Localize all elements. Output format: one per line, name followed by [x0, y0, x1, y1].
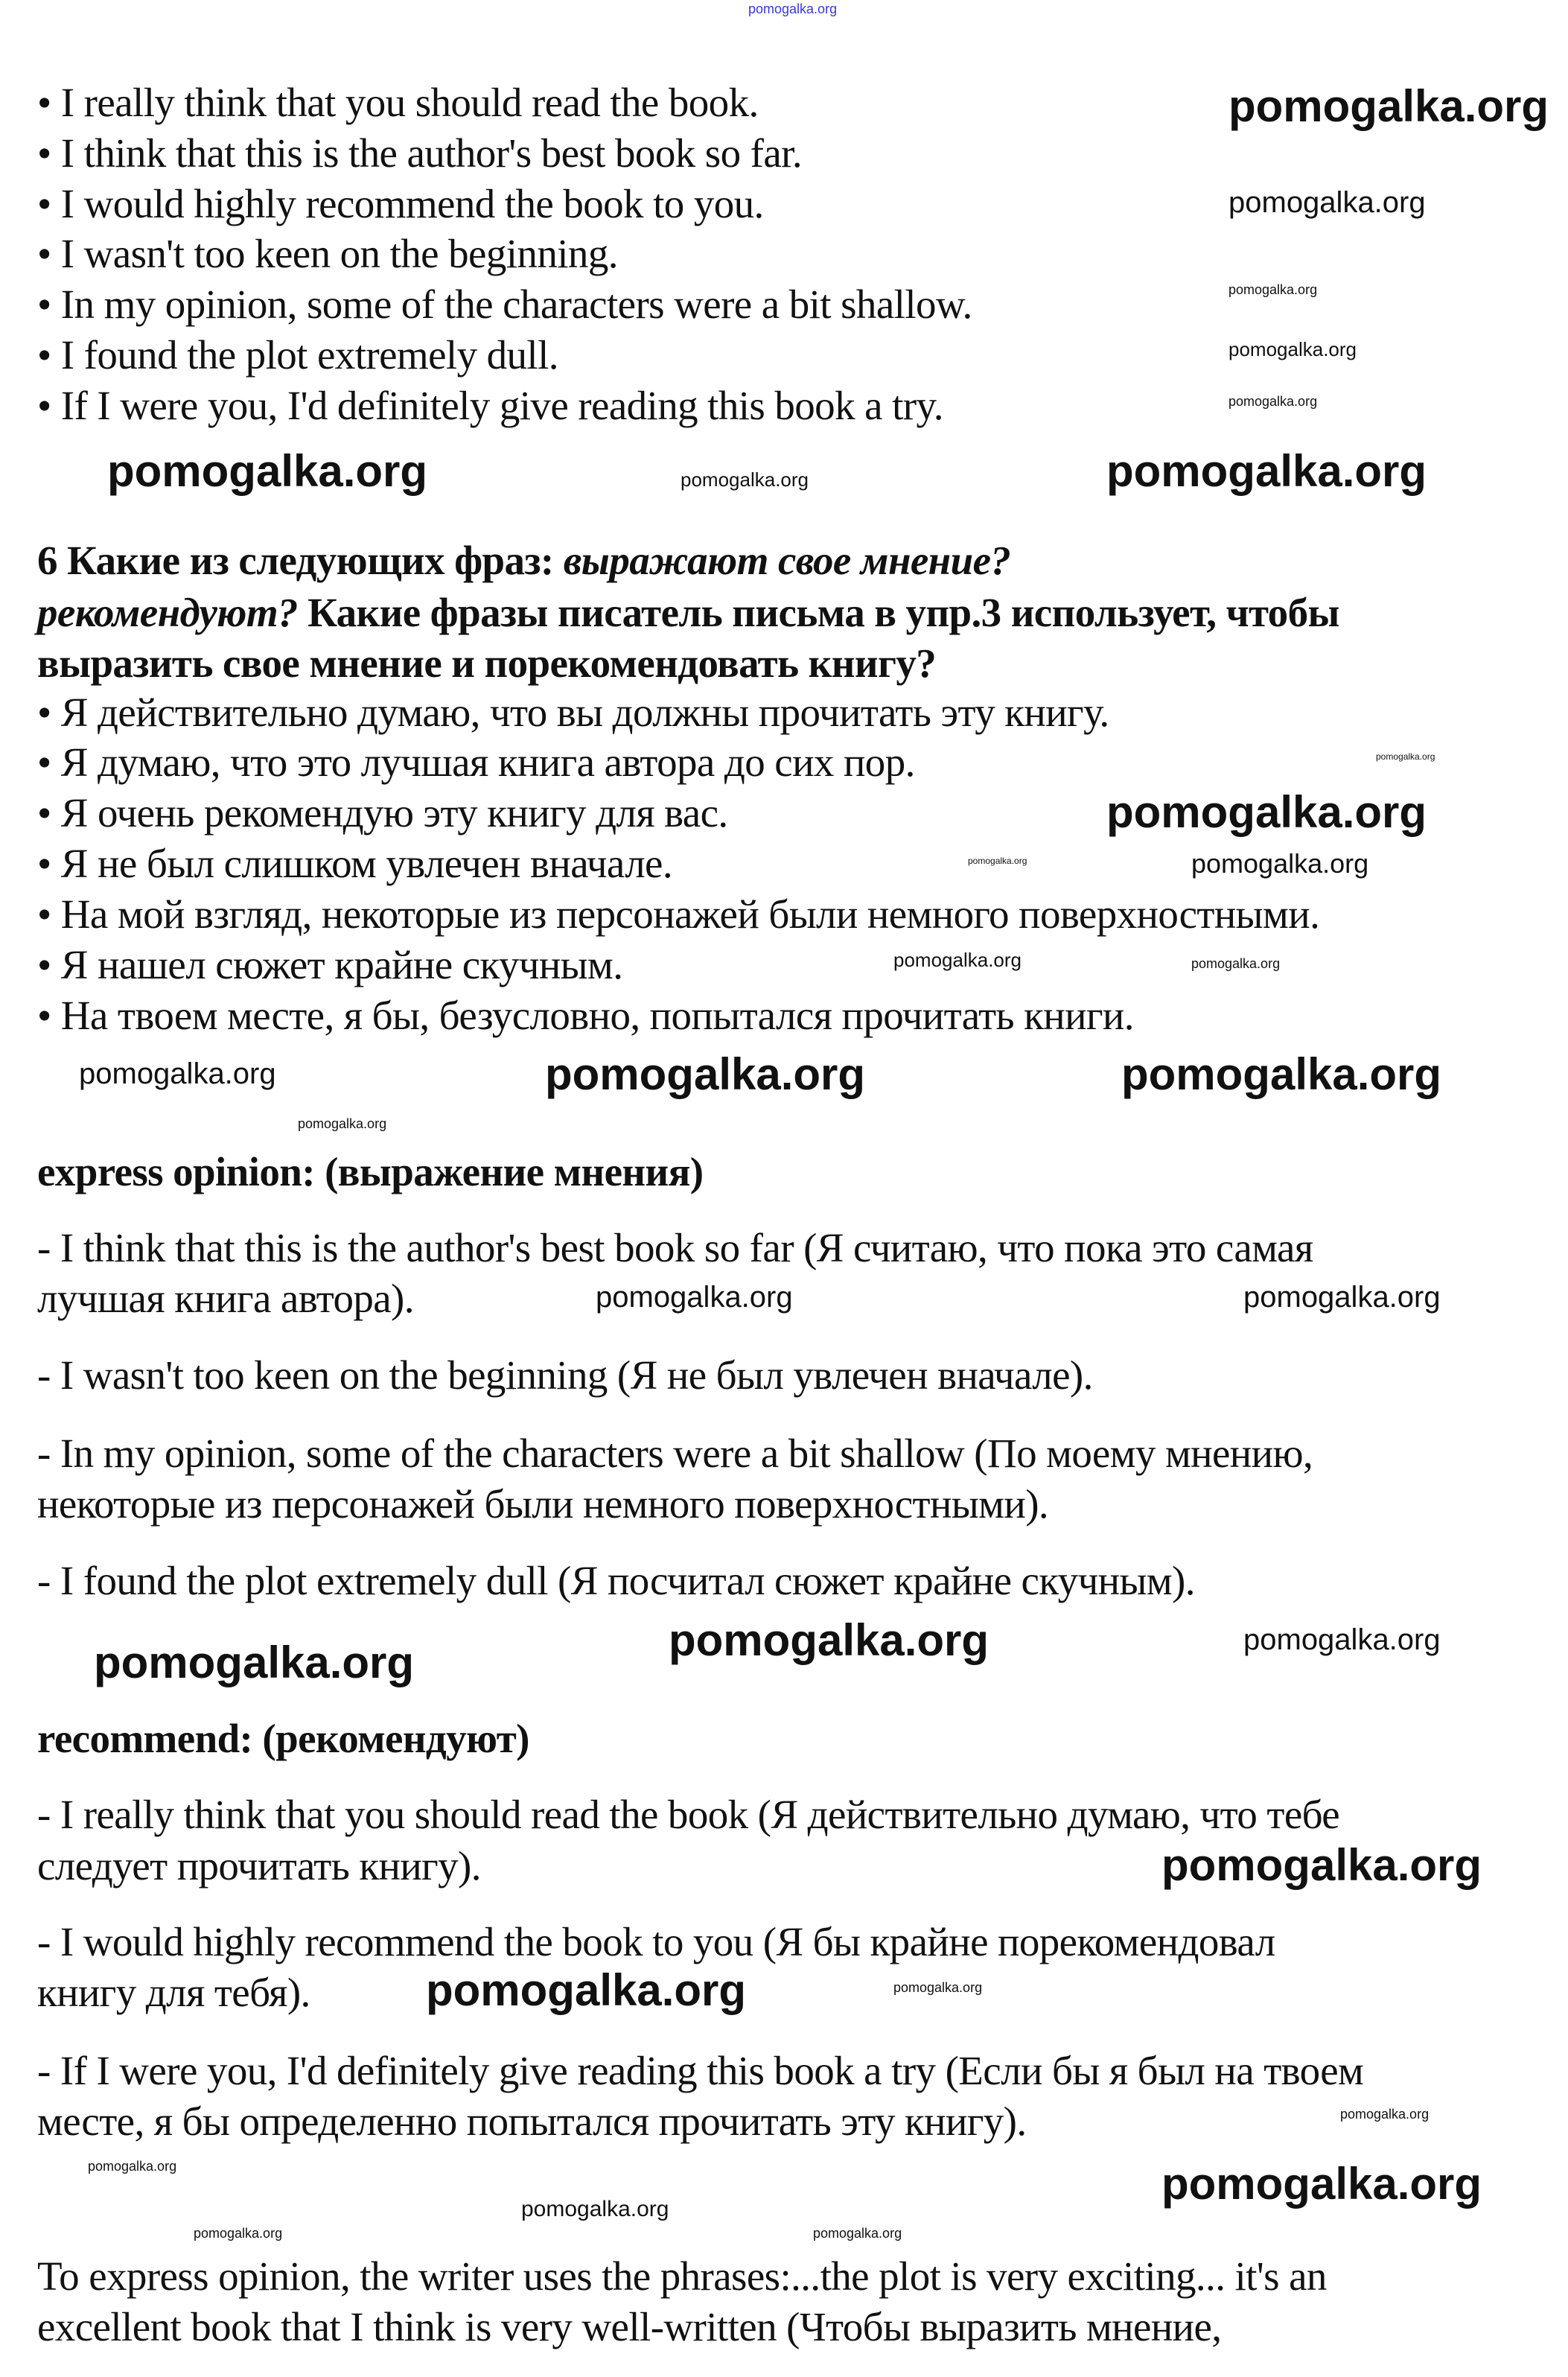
task-text: Какие фразы писатель письма в упр.3 использует, чтобы [297, 590, 1339, 635]
watermark: pomogalka.org [968, 856, 1027, 866]
list-item: • Я очень рекомендую эту книгу для вас. [37, 790, 728, 836]
watermark: pomogalka.org [893, 949, 1022, 971]
watermark: pomogalka.org [1191, 956, 1281, 971]
paragraph-line: excellent book that I think is very well-written (Чтобы выразить мнение, [37, 2304, 1222, 2349]
paragraph-line: - In my opinion, some of the characters were a bit shallow (По моему мнению, [37, 1431, 1313, 1476]
list-item: • Я думаю, что это лучшая книга автора до сих пор. [37, 739, 915, 785]
list-item: • I found the plot extremely dull. [37, 332, 558, 378]
watermark: pomogalka.org [1228, 282, 1318, 297]
paragraph-line: - I found the plot extremely dull (Я посчитал сюжет крайне скучным). [37, 1558, 1195, 1603]
list-item: • I would highly recommend the book to you. [37, 181, 764, 226]
paragraph-line: месте, я бы определенно попытался прочитать эту книгу). [37, 2098, 1027, 2144]
paragraph-line: - I would highly recommend the book to you (Я бы крайне порекомендовал [37, 1919, 1275, 1964]
task-text-italic: рекомендуют? [37, 590, 298, 635]
watermark: pomogalka.org [1161, 2159, 1482, 2209]
watermark: pomogalka.org [1228, 394, 1318, 409]
paragraph-line: книгу для тебя). [37, 1970, 310, 2015]
watermark: pomogalka.org [1106, 787, 1427, 837]
list-item: • I wasn't too keen on the beginning. [37, 231, 618, 276]
watermark: pomogalka.org [1243, 1281, 1441, 1314]
list-item: • In my opinion, some of the characters were a bit shallow. [37, 281, 972, 327]
express-heading: express opinion: (выражение мнения) [37, 1149, 704, 1194]
watermark: pomogalka.org [893, 1980, 983, 1995]
paragraph-line: - I really think that you should read the book (Я действительно думаю, что тебе [37, 1792, 1340, 1837]
paragraph-line: - If I were you, I'd definitely give reading this book a try (Если бы я был на твоем [37, 2048, 1364, 2093]
watermark: pomogalka.org [94, 1638, 415, 1687]
list-item: • На мой взгляд, некоторые из персонажей были немного поверхностными. [37, 891, 1320, 937]
paragraph-line: To express opinion, the writer uses the phrases:...the plot is very exciting... it's an [37, 2253, 1327, 2299]
paragraph-line: - I wasn't too keen on the beginning (Я не был увлечен вначале). [37, 1352, 1093, 1398]
watermark: pomogalka.org [88, 2159, 177, 2174]
watermark: pomogalka.org [1228, 186, 1426, 219]
watermark: pomogalka.org [545, 1049, 866, 1099]
watermark: pomogalka.org [1228, 81, 1549, 131]
watermark: pomogalka.org [1121, 1049, 1442, 1099]
list-item: • Я не был слишком увлечен вначале. [37, 841, 673, 886]
watermark: pomogalka.org [1106, 446, 1427, 496]
watermark: pomogalka.org [1376, 751, 1435, 762]
list-item: • If I were you, I'd definitely give reading this book a try. [37, 383, 943, 428]
task-text-italic: выражают свое мнение? [563, 538, 1011, 583]
watermark: pomogalka.org [1340, 2107, 1430, 2122]
task-heading-line-3: выразить свое мнение и порекомендовать книгу? [37, 640, 937, 686]
paragraph-line: лучшая книга автора). [37, 1276, 414, 1321]
watermark: pomogalka.org [1161, 1840, 1482, 1890]
list-item: • Я действительно думаю, что вы должны прочитать эту книгу. [37, 690, 1109, 735]
top-watermark: pomogalka.org [748, 1, 838, 16]
watermark: pomogalka.org [1191, 848, 1369, 879]
watermark: pomogalka.org [813, 2226, 902, 2241]
task-text: 6 Какие из следующих фраз: [37, 538, 564, 583]
watermark: pomogalka.org [1228, 338, 1357, 360]
watermark: pomogalka.org [298, 1116, 387, 1131]
watermark: pomogalka.org [194, 2226, 283, 2241]
watermark: pomogalka.org [79, 1057, 276, 1090]
watermark: pomogalka.org [426, 1965, 747, 2015]
list-item: • I really think that you should read the book. [37, 80, 759, 125]
paragraph-line: некоторые из персонажей были немного поверхностными). [37, 1481, 1049, 1527]
watermark: pomogalka.org [669, 1615, 989, 1665]
watermark: pomogalka.org [681, 468, 809, 491]
list-item: • На твоем месте, я бы, безусловно, попытался прочитать книги. [37, 993, 1134, 1038]
paragraph-line: - I think that this is the author's best book so far (Я считаю, что пока это самая [37, 1225, 1313, 1270]
watermark: pomogalka.org [596, 1281, 793, 1314]
paragraph-line: следует прочитать книгу). [37, 1843, 481, 1888]
list-item: • Я нашел сюжет крайне скучным. [37, 942, 623, 987]
watermark: pomogalka.org [107, 446, 428, 496]
recommend-heading: recommend: (рекомендуют) [37, 1716, 529, 1761]
task-heading-line-2 [37, 588, 1339, 638]
task-heading-line-1 [37, 535, 1010, 586]
watermark: pomogalka.org [1243, 1623, 1441, 1656]
watermark: pomogalka.org [521, 2197, 669, 2221]
list-item: • I think that this is the author's best book so far. [37, 130, 802, 176]
